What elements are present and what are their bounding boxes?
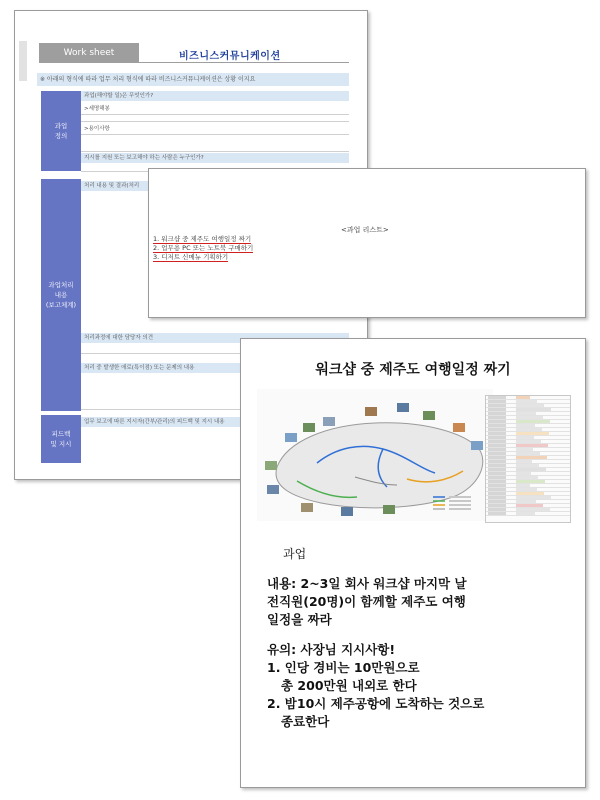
worksheet-title: 비즈니스커뮤니케이션 [179, 51, 281, 62]
schedule-cell [516, 436, 534, 439]
section-label-line: 정의 [54, 132, 68, 140]
schedule-cell [488, 448, 506, 451]
photo-thumbnail [341, 507, 353, 516]
section-label-line: 및 지시 [50, 440, 72, 448]
schedule-cell [516, 400, 537, 403]
schedule-cell [488, 476, 506, 479]
schedule-cell [516, 508, 550, 511]
schedule-cell [516, 440, 541, 443]
schedule-cell [516, 452, 540, 455]
slide-section-label: 과업 [283, 547, 307, 561]
photo-thumbnail [383, 505, 395, 514]
photo-thumbnail [285, 433, 297, 442]
worksheet-tab: Work sheet [39, 43, 139, 63]
schedule-cell [516, 460, 532, 463]
row-head: 처리 중 발생한 애로(특이점) 또는 문제의 내용 [81, 363, 349, 373]
legend-text [449, 500, 471, 502]
schedule-cell [488, 472, 506, 475]
task-item-text: 3. 디저트 신메뉴 기획하기 [153, 253, 229, 261]
task-list-page [148, 168, 586, 318]
schedule-cell [516, 428, 542, 431]
schedule-cell [516, 484, 530, 487]
row-text: >용이사항 [81, 123, 349, 135]
photo-thumbnail [453, 423, 465, 432]
schedule-cell [488, 452, 506, 455]
schedule-cell [488, 444, 506, 447]
schedule-cell [488, 500, 506, 503]
schedule-cell [516, 396, 530, 399]
schedule-cell [488, 508, 506, 511]
schedule-cell [488, 512, 506, 515]
row-head: 처리과정에 대한 담당자 의견 [81, 333, 349, 343]
schedule-cell [516, 496, 551, 499]
schedule-cell [516, 456, 547, 459]
content-line: 내용: 2~3일 회사 워크샵 마지막 날 [267, 576, 467, 591]
section-label-task-content [41, 179, 81, 411]
schedule-cell [488, 496, 506, 499]
note-line: 종료한다 [281, 714, 330, 729]
note-line: 1. 인당 경비는 10만원으로 [267, 660, 420, 675]
schedule-cell [488, 420, 506, 423]
schedule-row [486, 512, 570, 516]
schedule-cell [516, 472, 531, 475]
schedule-table [485, 395, 571, 523]
content-line: 일정을 짜라 [267, 612, 332, 627]
photo-thumbnail [265, 461, 277, 470]
row-text: >세명해봉 [81, 103, 349, 115]
legend-text [449, 504, 471, 506]
content-line: 전직원(20명)이 함께할 제주도 여행 [267, 594, 466, 609]
schedule-cell [488, 412, 506, 415]
schedule-cell [516, 480, 545, 483]
schedule-cell [488, 468, 506, 471]
photo-thumbnail [471, 441, 483, 450]
schedule-cell [488, 440, 506, 443]
row-head: 처리 내용 및 결과(처리 [81, 181, 151, 191]
schedule-cell [516, 476, 538, 479]
worksheet-notice: ※ 아래의 형식에 따라 업무 처리 형식에 따라 비즈니스커뮤니케이션은 상황 이지요 [37, 73, 349, 86]
section-label-line: (보고체계) [45, 301, 77, 309]
schedule-cell [516, 500, 536, 503]
schedule-cell [488, 396, 506, 399]
schedule-cell [488, 488, 506, 491]
photo-thumbnail [267, 485, 279, 494]
task-item-text: 2. 업무용 PC 또는 노트북 구매하기 [153, 244, 254, 252]
schedule-cell [488, 504, 506, 507]
photo-thumbnail [323, 417, 335, 426]
schedule-cell [516, 404, 544, 407]
note-heading: 유의: 사장님 지시사항! [267, 642, 396, 657]
schedule-cell [488, 424, 506, 427]
photo-thumbnail [423, 411, 435, 420]
task-list-title: <과업 리스트> [341, 226, 389, 234]
island-shape [276, 423, 483, 508]
row-head: 과업(해야할 일)은 무엇인가? [81, 91, 349, 101]
schedule-cell [516, 468, 546, 471]
schedule-cell [516, 444, 548, 447]
task-list-item [153, 253, 253, 262]
section-label-line: 피드백 [51, 430, 71, 438]
schedule-cell [488, 464, 506, 467]
schedule-cell [516, 448, 533, 451]
schedule-cell [516, 420, 550, 423]
row-head: 지시를 지원 또는 보고해야 하는 사람은 누구인가? [81, 153, 349, 163]
task-list [153, 235, 253, 262]
schedule-cell [488, 408, 506, 411]
schedule-cell [488, 428, 506, 431]
schedule-cell [488, 416, 506, 419]
schedule-cell [516, 432, 549, 435]
slide-page [240, 338, 586, 788]
row-head: 업무 보고에 따른 지시자(간부/관리)의 피드백 및 지시 내용 [81, 417, 255, 427]
photo-thumbnail [303, 423, 315, 432]
slide-title: 워크샵 중 제주도 여행일정 짜기 [315, 362, 511, 378]
legend-text [449, 508, 471, 510]
task-item-text: 1. 워크샵 중 제주도 여행일정 짜기 [153, 235, 252, 243]
photo-thumbnail [301, 503, 313, 512]
section-label-task-definition [41, 91, 81, 171]
schedule-cell [516, 464, 539, 467]
section-label-line: 과업처리 [48, 281, 74, 289]
section-label-feedback [41, 415, 81, 463]
schedule-cell [488, 456, 506, 459]
schedule-cell [516, 512, 535, 515]
schedule-cell [516, 408, 551, 411]
schedule-cell [488, 404, 506, 407]
section-label-line: 내용 [54, 291, 68, 299]
schedule-cell [488, 432, 506, 435]
schedule-cell [488, 400, 506, 403]
schedule-cell [516, 424, 535, 427]
schedule-cell [488, 484, 506, 487]
schedule-cell [516, 412, 536, 415]
note-line: 총 200만원 내외로 한다 [281, 678, 417, 693]
schedule-cell [516, 504, 543, 507]
photo-thumbnail [365, 407, 377, 416]
section-label-line: 과업 [54, 122, 68, 130]
schedule-cell [488, 436, 506, 439]
photo-thumbnail [397, 403, 409, 412]
schedule-cell [516, 416, 543, 419]
worksheet-margin-bar [19, 41, 27, 81]
schedule-cell [488, 460, 506, 463]
schedule-cell [488, 480, 506, 483]
schedule-cell [488, 492, 506, 495]
jeju-route-map [257, 389, 493, 521]
legend-text [449, 496, 471, 498]
schedule-cell [516, 492, 544, 495]
schedule-cell [516, 488, 537, 491]
row-divider [81, 121, 349, 122]
row-divider [81, 151, 349, 152]
worksheet-title-rule [139, 62, 349, 63]
task-list-item [153, 235, 253, 244]
task-list-item [153, 244, 253, 253]
note-line: 2. 밤10시 제주공항에 도착하는 것으로 [267, 696, 485, 711]
